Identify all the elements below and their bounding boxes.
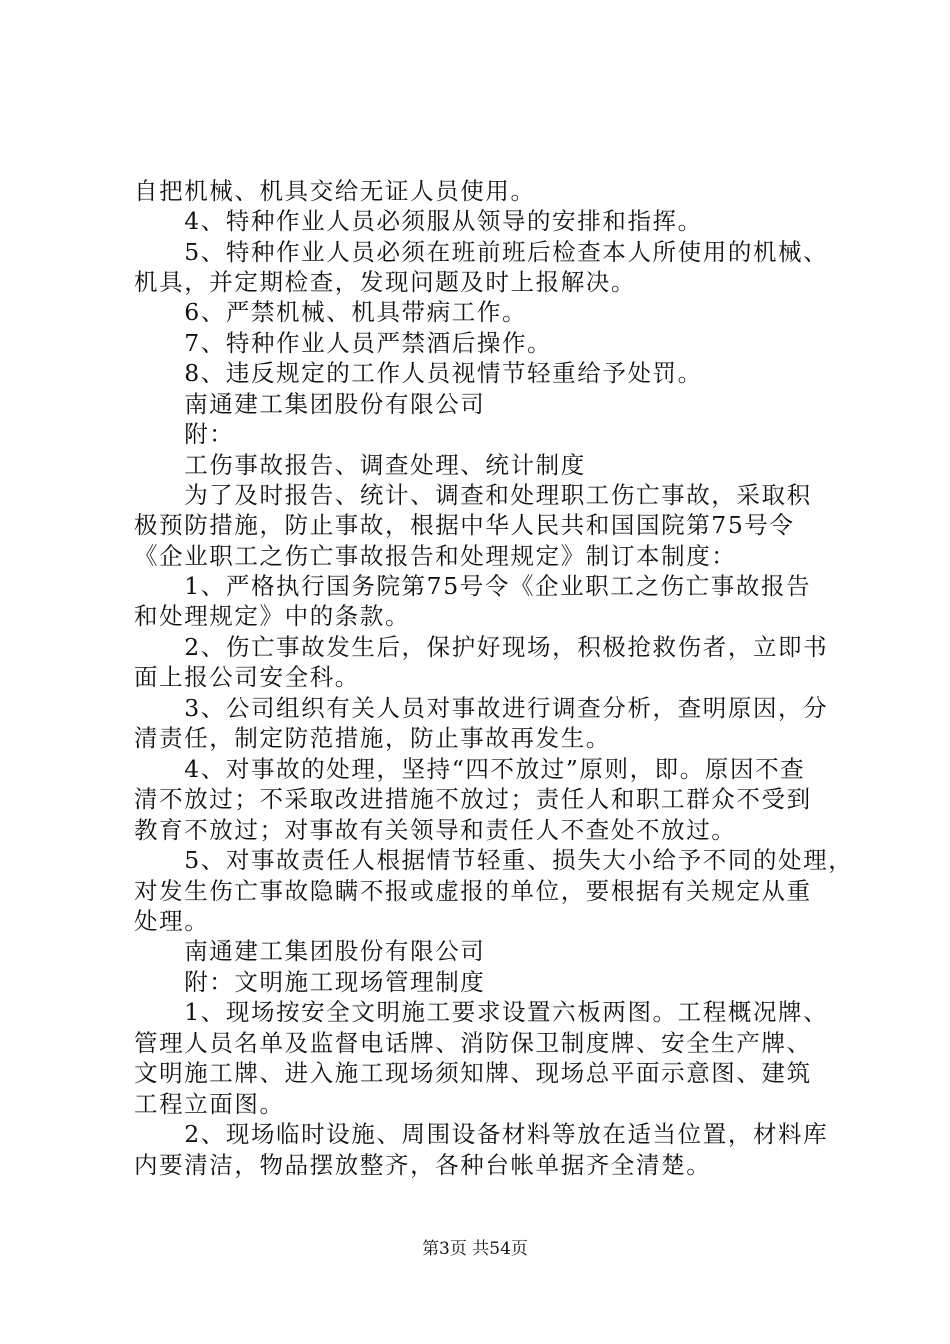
text-line: 工伤事故报告、调查处理、统计制度 xyxy=(134,451,586,479)
text-line: 4、对事故的处理，坚持“四不放过”原则，即。原因不查 xyxy=(134,755,806,783)
text-line: 3、公司组织有关人员对事故进行调查分析，查明原因，分 xyxy=(134,694,829,722)
text-line: 文明施工牌、进入施工现场须知牌、现场总平面示意图、建筑 xyxy=(134,1059,812,1087)
text-line: 工程立面图。 xyxy=(134,1090,285,1118)
text-line: 7、特种作业人员严禁酒后操作。 xyxy=(134,329,553,357)
text-line: 自把机械、机具交给无证人员使用。 xyxy=(134,177,536,205)
text-line: 2、现场临时设施、周围设备材料等放在适当位置，材料库 xyxy=(134,1120,829,1148)
text-line: 清不放过；不采取改进措施不放过；责任人和职工群众不受到 xyxy=(134,785,812,813)
text-line: 8、违反规定的工作人员视情节轻重给予处罚。 xyxy=(134,359,703,387)
text-line: 附：文明施工现场管理制度 xyxy=(134,968,486,996)
text-line: 《企业职工之伤亡事故报告和处理规定》制订本制度： xyxy=(134,542,737,570)
text-line: 面上报公司安全科。 xyxy=(134,663,360,691)
text-line: 机具，并定期检查，发现问题及时上报解决。 xyxy=(134,268,636,296)
text-line: 管理人员名单及监督电话牌、消防保卫制度牌、安全生产牌、 xyxy=(134,1029,812,1057)
text-line: 极预防措施，防止事故，根据中华人民共和国国院第75号令 xyxy=(134,511,795,539)
text-line: 处理。 xyxy=(134,907,210,935)
text-line: 4、特种作业人员必须服从领导的安排和指挥。 xyxy=(134,207,703,235)
text-line: 教育不放过；对事故有关领导和责任人不查处不放过。 xyxy=(134,816,737,844)
text-line: 南通建工集团股份有限公司 xyxy=(134,937,486,965)
text-line: 清责任，制定防范措施，防止事故再发生。 xyxy=(134,724,611,752)
text-line: 和处理规定》中的条款。 xyxy=(134,602,411,630)
text-line: 内要清洁，物品摆放整齐，各种台帐单据齐全清楚。 xyxy=(134,1151,712,1179)
text-line: 5、特种作业人员必须在班前班后检查本人所使用的机械、 xyxy=(134,238,829,266)
text-line: 5、对事故责任人根据情节轻重、损失大小给予不同的处理， xyxy=(134,846,854,874)
page-number-footer: 第3页 共54页 xyxy=(422,1239,528,1259)
text-line: 对发生伤亡事故隐瞒不报或虚报的单位，要根据有关规定从重 xyxy=(134,877,812,905)
text-line: 1、现场按安全文明施工要求设置六板两图。工程概况牌、 xyxy=(134,998,829,1026)
text-line: 附： xyxy=(134,420,235,448)
text-line: 为了及时报告、统计、调查和处理职工伤亡事故，采取积 xyxy=(134,481,812,509)
text-line: 南通建工集团股份有限公司 xyxy=(134,390,486,418)
text-line: 1、严格执行国务院第75号令《企业职工之伤亡事故报告 xyxy=(134,572,812,600)
text-line: 2、伤亡事故发生后，保护好现场，积极抢救伤者，立即书 xyxy=(134,633,829,661)
text-line: 6、严禁机械、机具带病工作。 xyxy=(134,298,528,326)
